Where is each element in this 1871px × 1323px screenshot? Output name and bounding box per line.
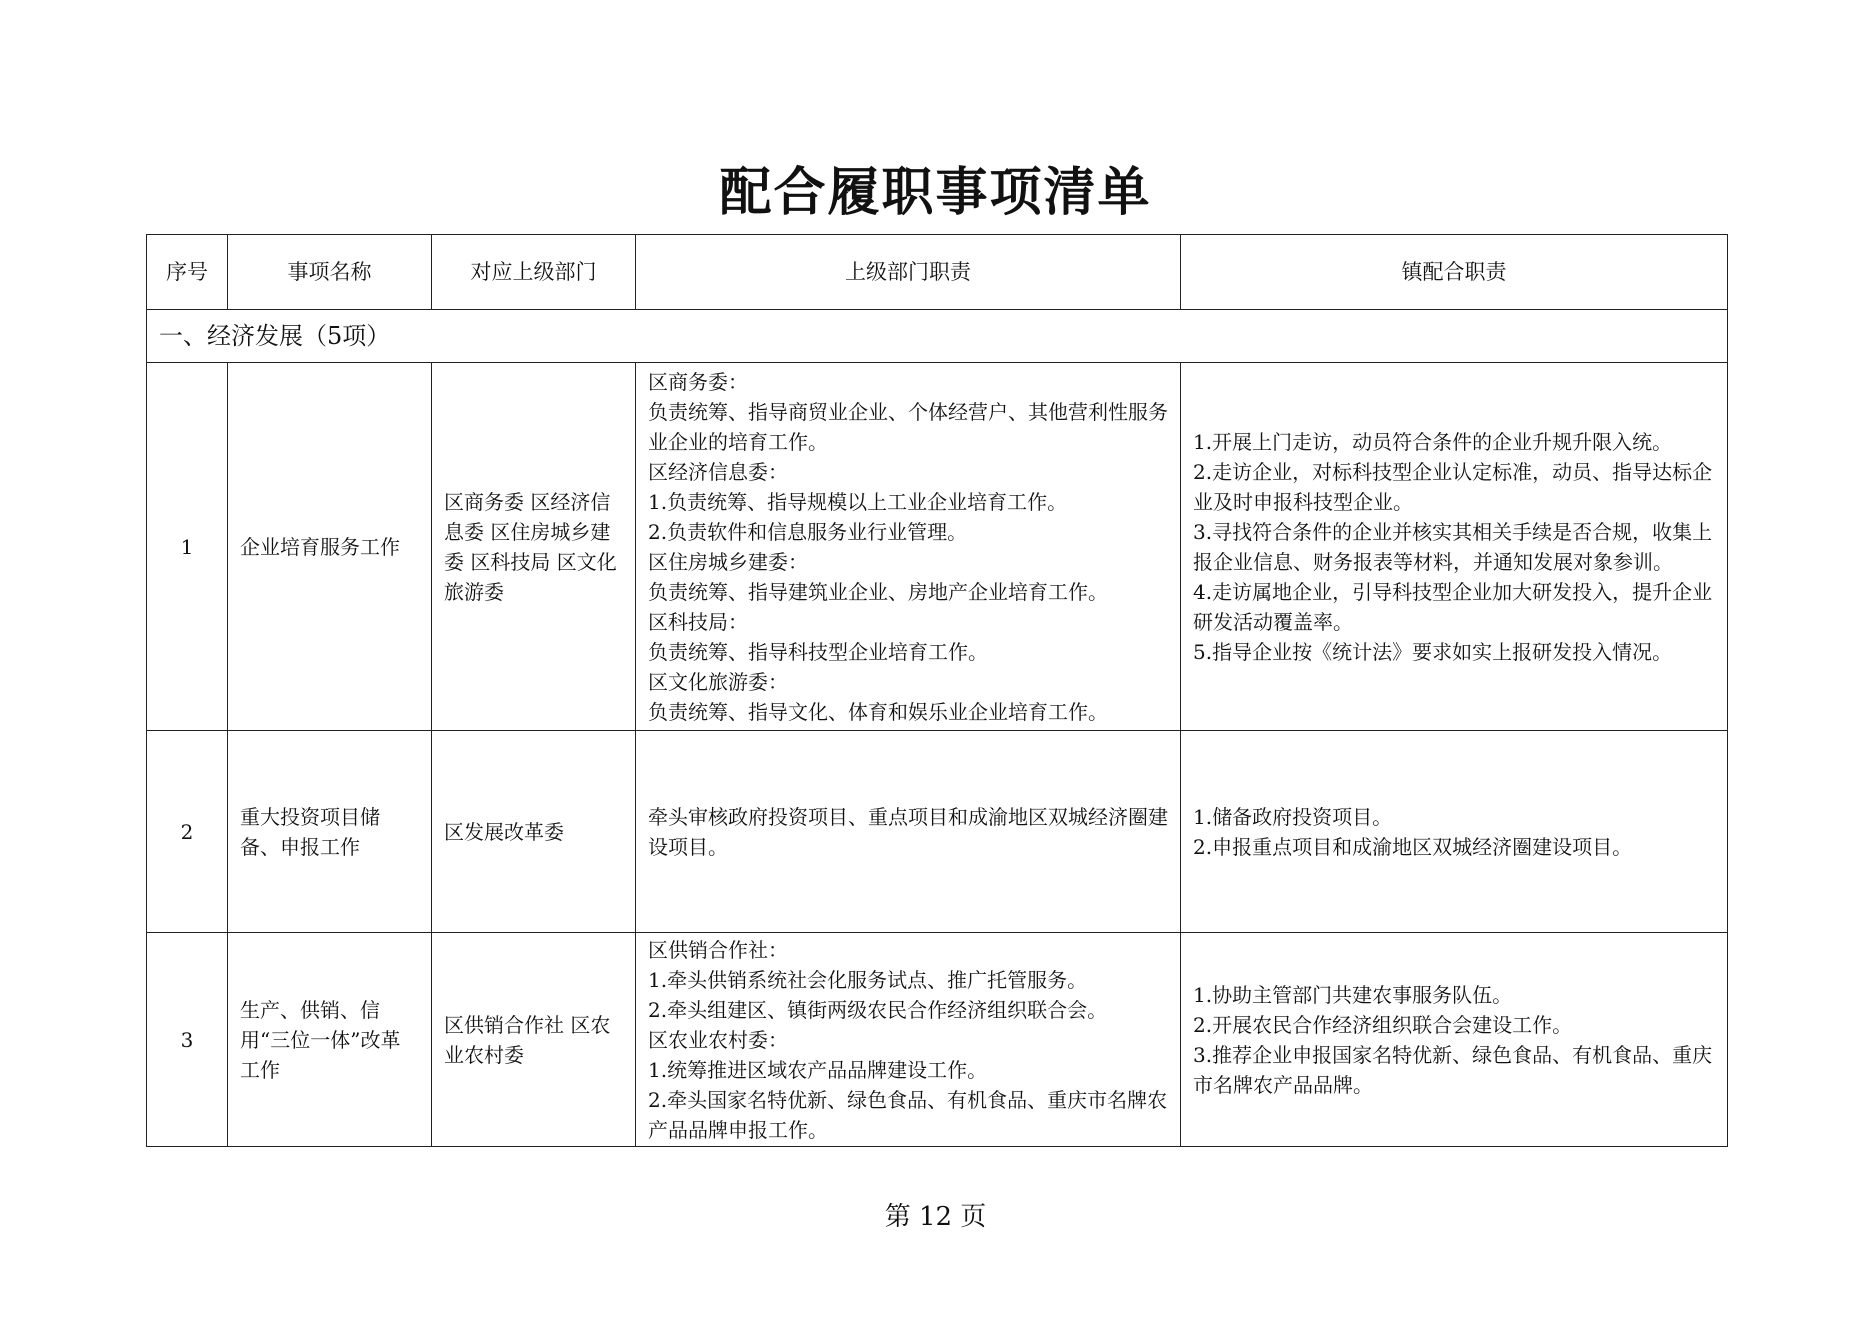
header-upper-duty: 上级部门职责 [636, 235, 1181, 310]
section-title: 一、经济发展（5项） [147, 310, 1728, 363]
upper-duty-line: 1.牵头供销系统社会化服务试点、推广托管服务。 [648, 967, 1088, 992]
upper-duty-line: 负责统筹、指导商贸业企业、个体经营户、其他营利性服务业企业的培育工作。 [648, 399, 1168, 454]
row-number: 2 [147, 731, 228, 933]
town-duty-line: 5.指导企业按《统计法》要求如实上报研发投入情况。 [1193, 639, 1673, 664]
upper-duty-line: 1.负责统筹、指导规模以上工业企业培育工作。 [648, 489, 1068, 514]
upper-duty-line: 负责统筹、指导文化、体育和娱乐业企业培育工作。 [648, 699, 1108, 724]
upper-duty-line: 2.牵头国家名特优新、绿色食品、有机食品、重庆市名牌农产品品牌申报工作。 [648, 1087, 1168, 1142]
table-row [147, 933, 1728, 1147]
town-duty-line: 3.寻找符合条件的企业并核实其相关手续是否合规，收集上报企业信息、财务报表等材料，并通知发展对象参训。 [1193, 519, 1713, 574]
upper-duty-line: 负责统筹、指导科技型企业培育工作。 [648, 639, 988, 664]
upper-duty-line: 负责统筹、指导建筑业企业、房地产企业培育工作。 [648, 579, 1108, 604]
upper-duty-line: 区经济信息委： [648, 459, 788, 484]
upper-duty-line: 2.负责软件和信息服务业行业管理。 [648, 519, 968, 544]
town-duty-line: 1.储备政府投资项目。 [1193, 804, 1393, 829]
upper-duty-line: 区住房城乡建委： [648, 549, 808, 574]
upper-dept: 区发展改革委 [432, 731, 636, 933]
upper-duty [636, 933, 1181, 1147]
upper-duty-line: 区商务委： [648, 369, 748, 394]
item-name: 生产、供销、信用“三位一体”改革工作 [228, 933, 432, 1147]
town-duty [1181, 731, 1728, 933]
header-name: 事项名称 [228, 235, 432, 310]
town-duty [1181, 363, 1728, 731]
header-no: 序号 [147, 235, 228, 310]
town-duty-line: 1.协助主管部门共建农事服务队伍。 [1193, 982, 1513, 1007]
town-duty-line: 2.走访企业，对标科技型企业认定标准，动员、指导达标企业及时申报科技型企业。 [1193, 459, 1713, 514]
town-duty-line: 1.开展上门走访，动员符合条件的企业升规升限入统。 [1193, 429, 1673, 454]
upper-duty-line: 区文化旅游委： [648, 669, 788, 694]
upper-dept: 区供销合作社 区农业农村委 [432, 933, 636, 1147]
town-duty-line: 2.开展农民合作经济组织联合会建设工作。 [1193, 1012, 1573, 1037]
upper-duty-line: 区供销合作社： [648, 937, 788, 962]
upper-duty-line: 2.牵头组建区、镇街两级农民合作经济组织联合会。 [648, 997, 1108, 1022]
row-number: 3 [147, 933, 228, 1147]
table-header-row [147, 235, 1728, 310]
item-name: 重大投资项目储备、申报工作 [228, 731, 432, 933]
header-town-duty: 镇配合职责 [1181, 235, 1728, 310]
upper-duty [636, 363, 1181, 731]
header-dept: 对应上级部门 [432, 235, 636, 310]
item-name: 企业培育服务工作 [228, 363, 432, 731]
upper-duty [636, 731, 1181, 933]
upper-duty-line: 区科技局： [648, 609, 748, 634]
town-duty-line: 4.走访属地企业，引导科技型企业加大研发投入，提升企业研发活动覆盖率。 [1193, 579, 1713, 634]
row-number: 1 [147, 363, 228, 731]
section-row [147, 310, 1728, 363]
town-duty-line: 2.申报重点项目和成渝地区双城经济圈建设项目。 [1193, 834, 1633, 859]
upper-duty-line: 区农业农村委： [648, 1027, 788, 1052]
upper-duty-line: 牵头审核政府投资项目、重点项目和成渝地区双城经济圈建设项目。 [648, 804, 1168, 859]
town-duty-line: 3.推荐企业申报国家名特优新、绿色食品、有机食品、重庆市名牌农产品品牌。 [1193, 1042, 1713, 1097]
table-row [147, 363, 1728, 731]
upper-dept: 区商务委 区经济信息委 区住房城乡建委 区科技局 区文化旅游委 [432, 363, 636, 731]
duty-table [146, 234, 1728, 1147]
page-title: 配合履职事项清单 [719, 163, 1152, 223]
page-number: 第 12 页 [884, 1202, 987, 1232]
upper-duty-line: 1.统筹推进区域农产品品牌建设工作。 [648, 1057, 988, 1082]
table-row [147, 731, 1728, 933]
town-duty [1181, 933, 1728, 1147]
